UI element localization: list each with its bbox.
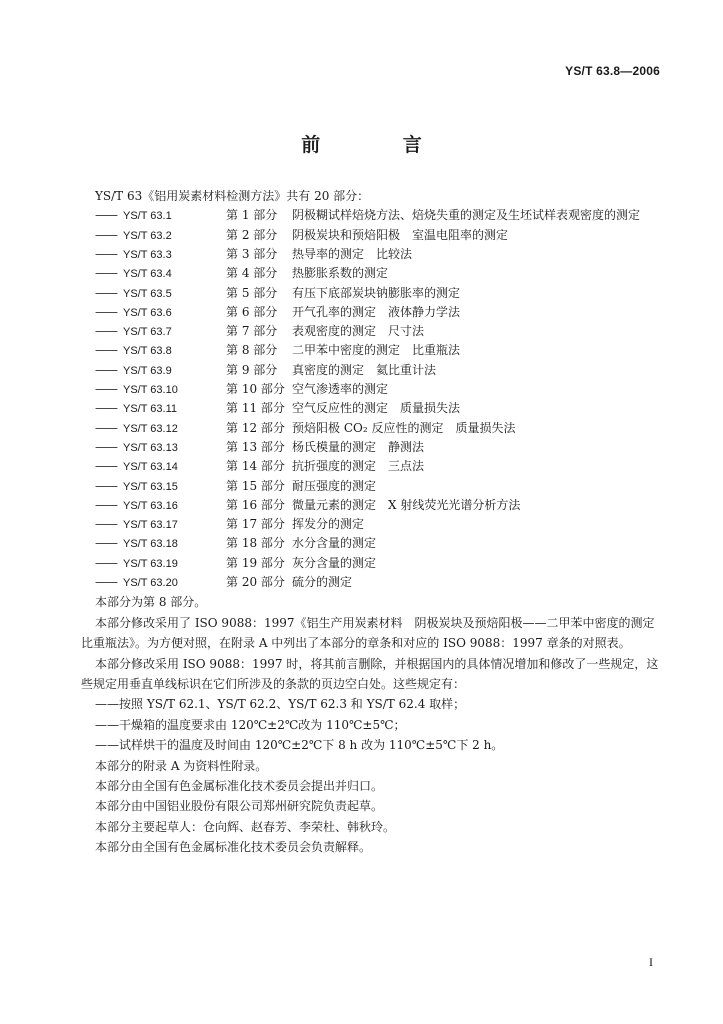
part-number: 第 12 部分 bbox=[226, 420, 285, 435]
part-number: 第 20 部分 bbox=[226, 575, 285, 590]
part-number: 第 5 部分 bbox=[226, 285, 278, 300]
list-item bbox=[95, 264, 660, 283]
list-item bbox=[95, 303, 660, 322]
this-part-line: 本部分为第 8 部分。 bbox=[95, 595, 207, 610]
part-code: YS/T 63.6 bbox=[123, 306, 172, 319]
part-number: 第 8 部分 bbox=[226, 343, 278, 358]
part-title: 硫分的测定 bbox=[292, 575, 353, 590]
list-item bbox=[95, 457, 660, 476]
list-item bbox=[95, 438, 660, 457]
part-title: 空气渗透率的测定 bbox=[292, 382, 389, 397]
part-number: 第 9 部分 bbox=[226, 362, 278, 377]
closing-line: 本部分由中国铝业股份有限公司郑州研究院负责起草。 bbox=[95, 799, 384, 814]
dash: —— bbox=[95, 517, 117, 532]
list-item bbox=[95, 515, 660, 534]
part-title: 阴极糊试样焙烧方法、焙烧失重的测定及生坯试样表观密度的测定 bbox=[292, 208, 641, 223]
part-code: YS/T 63.5 bbox=[123, 287, 172, 300]
part-title: 表观密度的测定 尺寸法 bbox=[292, 324, 425, 339]
list-item bbox=[95, 496, 660, 515]
intro-line: YS/T 63《铝用炭素材料检测方法》共有 20 部分： bbox=[95, 189, 370, 203]
list-item bbox=[95, 361, 660, 380]
foreword-body bbox=[81, 186, 667, 858]
list-item bbox=[95, 284, 660, 303]
dash: —— bbox=[95, 382, 117, 397]
part-code: YS/T 63.13 bbox=[123, 441, 178, 454]
part-title: 有压下底部炭块钠膨胀率的测定 bbox=[292, 285, 461, 300]
part-number: 第 10 部分 bbox=[226, 382, 285, 397]
list-item bbox=[95, 399, 660, 418]
dash: —— bbox=[95, 208, 117, 223]
part-title: 热导率的测定 比较法 bbox=[292, 247, 413, 261]
list-item bbox=[95, 322, 660, 341]
dash: —— bbox=[95, 227, 117, 242]
dash: —— bbox=[95, 247, 117, 261]
dash: —— bbox=[95, 285, 117, 300]
parts-list bbox=[95, 206, 660, 592]
dash: —— bbox=[95, 459, 117, 474]
part-title: 二甲苯中密度的测定 比重瓶法 bbox=[292, 343, 461, 358]
part-title: 预焙阳极 CO₂ 反应性的测定 质量损失法 bbox=[292, 420, 516, 435]
part-code: YS/T 63.11 bbox=[123, 403, 178, 416]
list-item bbox=[95, 477, 660, 496]
part-title: 真密度的测定 氦比重计法 bbox=[292, 362, 437, 377]
dash: —— bbox=[95, 401, 117, 416]
dash: —— bbox=[95, 420, 117, 435]
dash: —— bbox=[95, 266, 117, 281]
part-code: YS/T 63.12 bbox=[123, 422, 178, 435]
adoption-paragraph: 本部分修改采用了 ISO 9088：1997《铝生产用炭素材料 阴极炭块及预焙阳极——二甲苯中密度的测定 比重瓶法》。为方便对照，在附录 A 中列出了本部分的章条和对应的 ISO 9088：1997 章条的对照表。 bbox=[81, 615, 667, 651]
list-item bbox=[95, 206, 660, 225]
part-number: 第 13 部分 bbox=[226, 439, 285, 454]
list-item bbox=[95, 419, 660, 438]
part-code: YS/T 63.9 bbox=[123, 364, 172, 377]
part-number: 第 1 部分 bbox=[226, 208, 278, 223]
part-title: 耐压强度的测定 bbox=[292, 478, 377, 493]
part-title: 阴极炭块和预焙阳极 室温电阻率的测定 bbox=[292, 227, 509, 242]
part-title: 杨氏模量的测定 静测法 bbox=[292, 439, 425, 454]
part-title: 热膨胀系数的测定 bbox=[292, 266, 389, 281]
part-number: 第 4 部分 bbox=[226, 266, 278, 281]
part-number: 第 15 部分 bbox=[226, 478, 285, 493]
part-code: YS/T 63.20 bbox=[123, 577, 178, 590]
part-code: YS/T 63.3 bbox=[123, 249, 172, 261]
list-item bbox=[95, 245, 660, 264]
modification-paragraph: 本部分修改采用 ISO 9088：1997 时，将其前言删除，并根据国内的具体情况增加和修改了一些规定，这些规定用垂直单线标识在它们所涉及的条款的页边空白处。这些规定有： bbox=[81, 656, 659, 691]
part-code: YS/T 63.14 bbox=[123, 461, 178, 474]
part-title: 抗折强度的测定 三点法 bbox=[292, 459, 425, 474]
closing-line: 本部分由全国有色金属标准化技术委员会负责解释。 bbox=[95, 840, 372, 855]
part-title: 微量元素的测定 X 射线荧光光谱分析方法 bbox=[292, 497, 521, 512]
list-item bbox=[95, 341, 660, 360]
dash: —— bbox=[95, 478, 117, 493]
list-item bbox=[95, 226, 660, 245]
part-title: 挥发分的测定 bbox=[292, 517, 365, 532]
list-item bbox=[95, 534, 660, 553]
standard-number: YS/T 63.8—2006 bbox=[565, 64, 660, 78]
change-item: ——干燥箱的温度要求由 120℃±2℃改为 110℃±5℃； bbox=[95, 717, 406, 732]
closing-line: 本部分由全国有色金属标准化技术委员会提出并归口。 bbox=[95, 779, 384, 793]
closing-line: 本部分的附录 A 为资料性附录。 bbox=[95, 758, 268, 773]
list-item bbox=[95, 573, 660, 592]
list-item bbox=[95, 554, 660, 573]
page-number: I bbox=[649, 955, 653, 969]
dash: —— bbox=[95, 575, 117, 590]
change-item: ——试样烘干的温度及时间由 120℃±2℃下 8 h 改为 110℃±5℃下 2 h。 bbox=[95, 738, 504, 753]
part-number: 第 16 部分 bbox=[226, 497, 285, 512]
dash: —— bbox=[95, 439, 117, 454]
page-title: 前 言 bbox=[301, 134, 460, 156]
list-item bbox=[95, 380, 660, 399]
change-item: ——按照 YS/T 62.1、YS/T 62.2、YS/T 62.3 和 YS/T 62.4 取样； bbox=[95, 697, 466, 712]
part-number: 第 11 部分 bbox=[226, 401, 285, 416]
part-number: 第 19 部分 bbox=[226, 555, 285, 570]
dash: —— bbox=[95, 343, 117, 358]
part-number: 第 17 部分 bbox=[226, 517, 285, 532]
part-code: YS/T 63.8 bbox=[123, 345, 172, 358]
part-title: 灰分含量的测定 bbox=[292, 555, 377, 570]
part-code: YS/T 63.10 bbox=[123, 384, 178, 397]
part-title: 开气孔率的测定 液体静力学法 bbox=[292, 304, 461, 319]
part-code: YS/T 63.17 bbox=[123, 519, 178, 532]
closing-line: 本部分主要起草人：仓向辉、赵春芳、李荣杜、韩秋玲。 bbox=[95, 819, 396, 834]
part-number: 第 18 部分 bbox=[226, 536, 285, 551]
part-code: YS/T 63.19 bbox=[123, 557, 178, 570]
dash: —— bbox=[95, 536, 117, 551]
part-code: YS/T 63.7 bbox=[123, 326, 172, 339]
dash: —— bbox=[95, 324, 117, 339]
part-title: 空气反应性的测定 质量损失法 bbox=[292, 401, 461, 416]
dash: —— bbox=[95, 497, 117, 512]
part-code: YS/T 63.2 bbox=[123, 229, 172, 242]
part-number: 第 3 部分 bbox=[226, 247, 278, 261]
part-code: YS/T 63.4 bbox=[123, 268, 172, 281]
part-number: 第 6 部分 bbox=[226, 304, 278, 319]
part-number: 第 14 部分 bbox=[226, 459, 285, 474]
dash: —— bbox=[95, 304, 117, 319]
part-code: YS/T 63.1 bbox=[123, 210, 172, 223]
part-code: YS/T 63.15 bbox=[123, 480, 178, 493]
part-number: 第 7 部分 bbox=[226, 324, 278, 339]
part-code: YS/T 63.16 bbox=[123, 499, 178, 512]
part-code: YS/T 63.18 bbox=[123, 538, 178, 551]
dash: —— bbox=[95, 555, 117, 570]
part-title: 水分含量的测定 bbox=[292, 536, 377, 551]
part-number: 第 2 部分 bbox=[226, 227, 278, 242]
dash: —— bbox=[95, 362, 117, 377]
